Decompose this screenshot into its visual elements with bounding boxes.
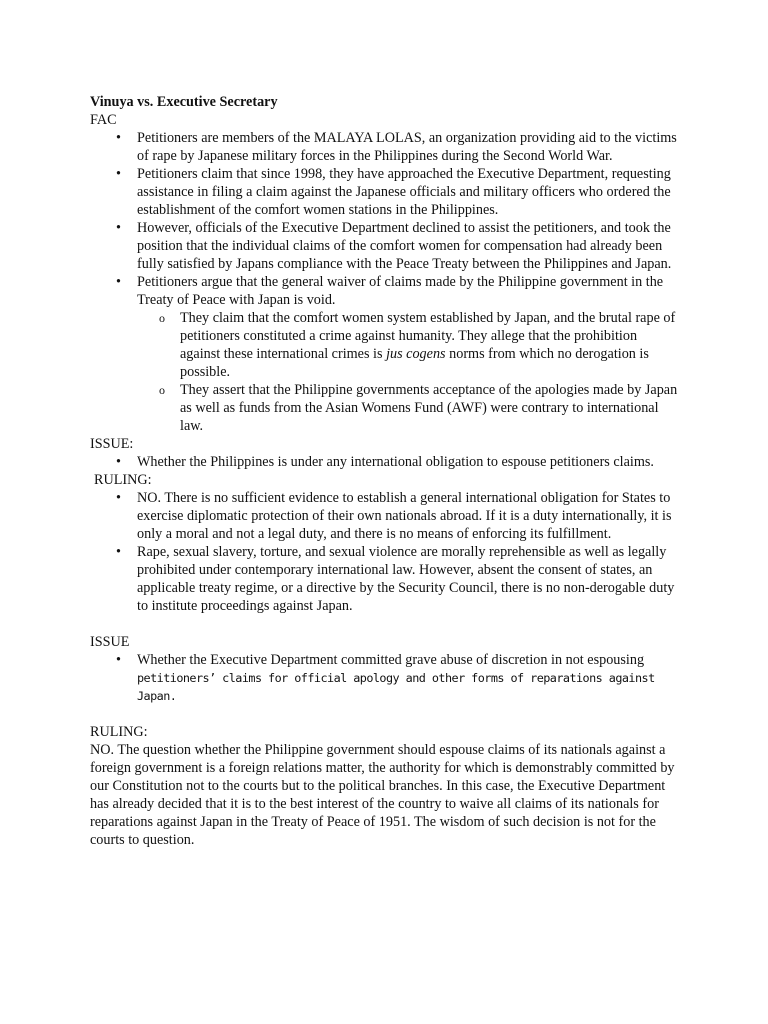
ruling1-list — [90, 489, 680, 615]
fact-text: Petitioners argue that the general waiver of claims made by the Philippine government in the Treaty of Peace with Japan is void. — [137, 274, 664, 308]
sub-fact-item: o They assert that the Philippine governments acceptance of the apologies made by Japan as well as funds from the Asian Womens Fund (AWF) were contrary to international law. — [137, 381, 680, 435]
ruling2-label: RULING: — [90, 724, 148, 740]
fact-item: • Petitioners claim that since 1998, they have approached the Executive Department, requesting assistance in filing a claim against the Japanese officials and military officers who ordered the establishment of the comfort women stations in the Philippines. — [90, 165, 680, 219]
sub-fact-text: They claim that the comfort women system established by Japan, and the brutal rape of petitioners constituted a crime against humanity. They allege that the prohibition against these international crimes is — [180, 310, 676, 362]
facts-list — [90, 129, 680, 435]
issue2-label: ISSUE — [90, 634, 130, 650]
sub-fact-item — [137, 309, 680, 381]
fact-item — [90, 273, 680, 435]
sub-fact-text: norms from which no derogation is possible. — [180, 346, 649, 380]
fact-item: • Petitioners are members of the MALAYA LOLAS, an organization providing aid to the victims of rape by Japanese military forces in the Philippines during the Second World War. — [90, 129, 680, 165]
issue2-list — [90, 651, 680, 705]
sub-facts-list — [137, 309, 680, 435]
ruling1-label: RULING: — [94, 472, 152, 488]
issue1-label: ISSUE: — [90, 436, 134, 452]
document-page — [90, 93, 680, 849]
issue2-tail: petitioners’ claims for official apology and other forms of reparations against Japan. — [137, 671, 655, 703]
issue2-head: Whether the Executive Department committed grave abuse of discretion in not espousing — [137, 652, 645, 668]
sub-fact-italic: jus cogens — [386, 346, 446, 362]
issue1-item: • Whether the Philippines is under any international obligation to espouse petitioners claims. — [90, 453, 680, 471]
fact-item: • However, officials of the Executive Department declined to assist the petitioners, and took the position that the individual claims of the comfort women for compensation had already been fully satisfied by Japans compliance with the Peace Treaty between the Philippines and Japan. — [90, 219, 680, 273]
document-title: Vinuya vs. Executive Secretary — [90, 94, 278, 110]
ruling1-item: • Rape, sexual slavery, torture, and sexual violence are morally reprehensible as well as legally prohibited under contemporary international law. However, absent the consent of states, an applicable treaty regime, or a directive by the Security Council, there is no non-derogable duty to institute proceedings against Japan. — [90, 543, 680, 615]
issue1-list — [90, 453, 680, 471]
spacer — [90, 615, 680, 633]
ruling2-paragraph: NO. The question whether the Philippine government should espouse claims of its nationals against a foreign government is a foreign relations matter, the authority for which is demonstrably committed by our Constitution not to the courts but to the political branches. In this case, the Executive Department has already decided that it is to the best interest of the country to waive all claims of its nationals for reparations against Japan in the Treaty of Peace of 1951. The wisdom of such decision is not for the courts to question. — [90, 742, 675, 848]
facts-label: FAC — [90, 112, 117, 128]
spacer — [90, 705, 680, 723]
ruling1-item: • NO. There is no sufficient evidence to establish a general international obligation for States to exercise diplomatic protection of their own nationals abroad. If it is a duty internationally, it is only a moral and not a legal duty, and there is no means of enforcing its fulfillment. — [90, 489, 680, 543]
issue2-item — [90, 651, 680, 705]
